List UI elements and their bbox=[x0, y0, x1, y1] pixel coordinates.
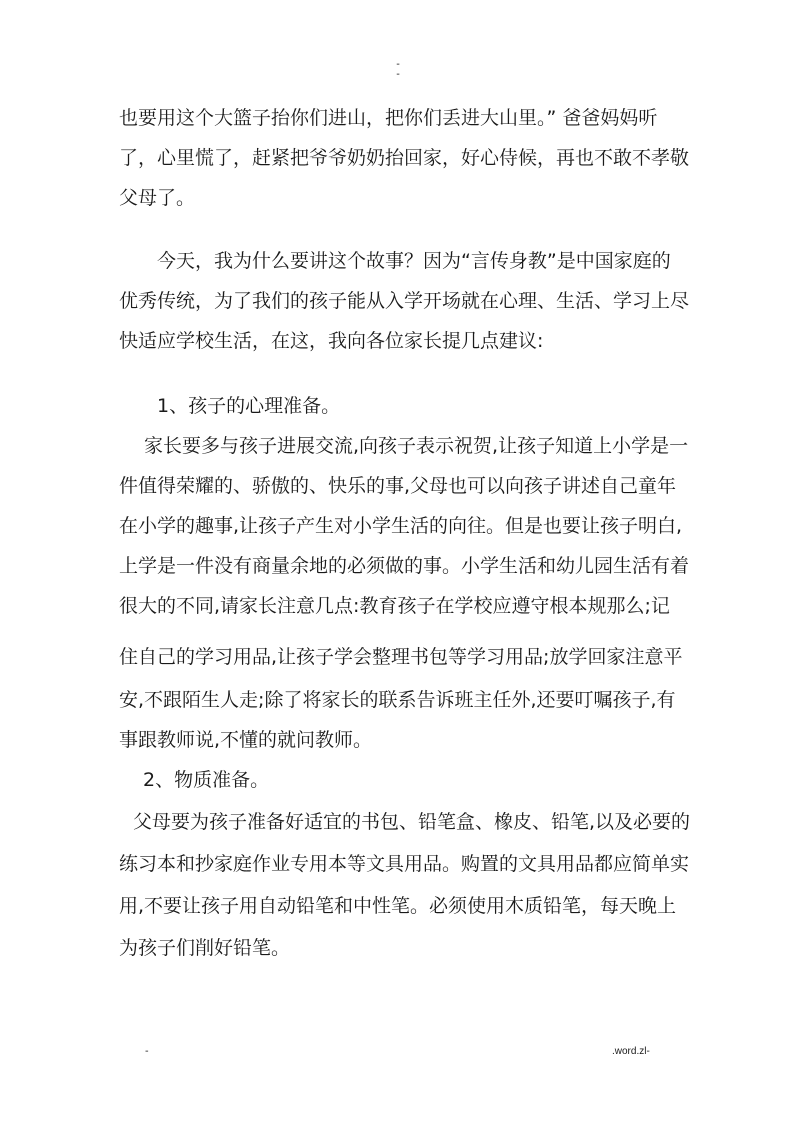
paragraph-line: 也要用这个大篮子抬你们进山，把你们丢进大山里。” 爸爸妈妈听 bbox=[119, 107, 658, 129]
footer-left: - bbox=[145, 1046, 149, 1057]
paragraph-line: 住自己的学习用品,让孩子学会整理书包等学习用品;放学回家注意平 bbox=[119, 646, 683, 668]
header-mark bbox=[394, 60, 402, 80]
footer-right: .word.zl- bbox=[612, 1046, 650, 1057]
paragraph-line: 很大的不同,请家长注意几点:教育孩子在学校应遵守根本规那么;记 bbox=[119, 595, 670, 617]
paragraph-line: 快适应学校生活，在这，我向各位家长提几点建议: bbox=[119, 330, 544, 352]
paragraph-line: 事跟教师说,不懂的就问教师。 bbox=[119, 729, 373, 751]
paragraph-line: 了，心里慌了，赶紧把爷爷奶奶抬回家，好心侍候，再也不敢不孝敬 bbox=[119, 147, 690, 169]
paragraph-line: 父母要为孩子准备好适宜的书包、铅笔盒、橡皮、铅笔,以及必要的 bbox=[133, 811, 691, 833]
paragraph-line: 为孩子们削好铅笔。 bbox=[119, 937, 291, 959]
paragraph-line: 在小学的趣事,让孩子产生对小学生活的向往。但是也要让孩子明白, bbox=[119, 515, 683, 537]
header-mark-text: - - bbox=[396, 59, 400, 80]
paragraph-line: 用,不要让孩子用自动铅笔和中性笔。必须使用木质铅笔，每天晚上 bbox=[119, 895, 677, 917]
paragraph-line: 件值得荣耀的、骄傲的、快乐的事,父母也可以向孩子讲述自己童年 bbox=[119, 475, 677, 497]
paragraph-line: 安,不跟陌生人走;除了将家长的联系告诉班主任外,还要叮嘱孩子,有 bbox=[119, 689, 676, 711]
paragraph-line: 今天，我为什么要讲这个故事？因为“言传身教”是中国家庭的 bbox=[157, 250, 671, 272]
paragraph-line: 父母了。 bbox=[119, 187, 196, 209]
paragraph-line: 练习本和抄家庭作业专用本等文具用品。购置的文具用品都应简单实 bbox=[119, 853, 690, 875]
paragraph-line: 优秀传统，为了我们的孩子能从入学开场就在心理、生活、学习上尽 bbox=[119, 290, 690, 312]
section-heading: 1、孩子的心理准备。 bbox=[157, 395, 341, 417]
paragraph-line: 家长要多与孩子进展交流,向孩子表示祝贺,让孩子知道上小学是一 bbox=[144, 435, 689, 457]
section-heading: 2、物质准备。 bbox=[143, 769, 270, 791]
paragraph-line: 上学是一件没有商量余地的必须做的事。小学生活和幼儿园生活有着 bbox=[119, 555, 690, 577]
